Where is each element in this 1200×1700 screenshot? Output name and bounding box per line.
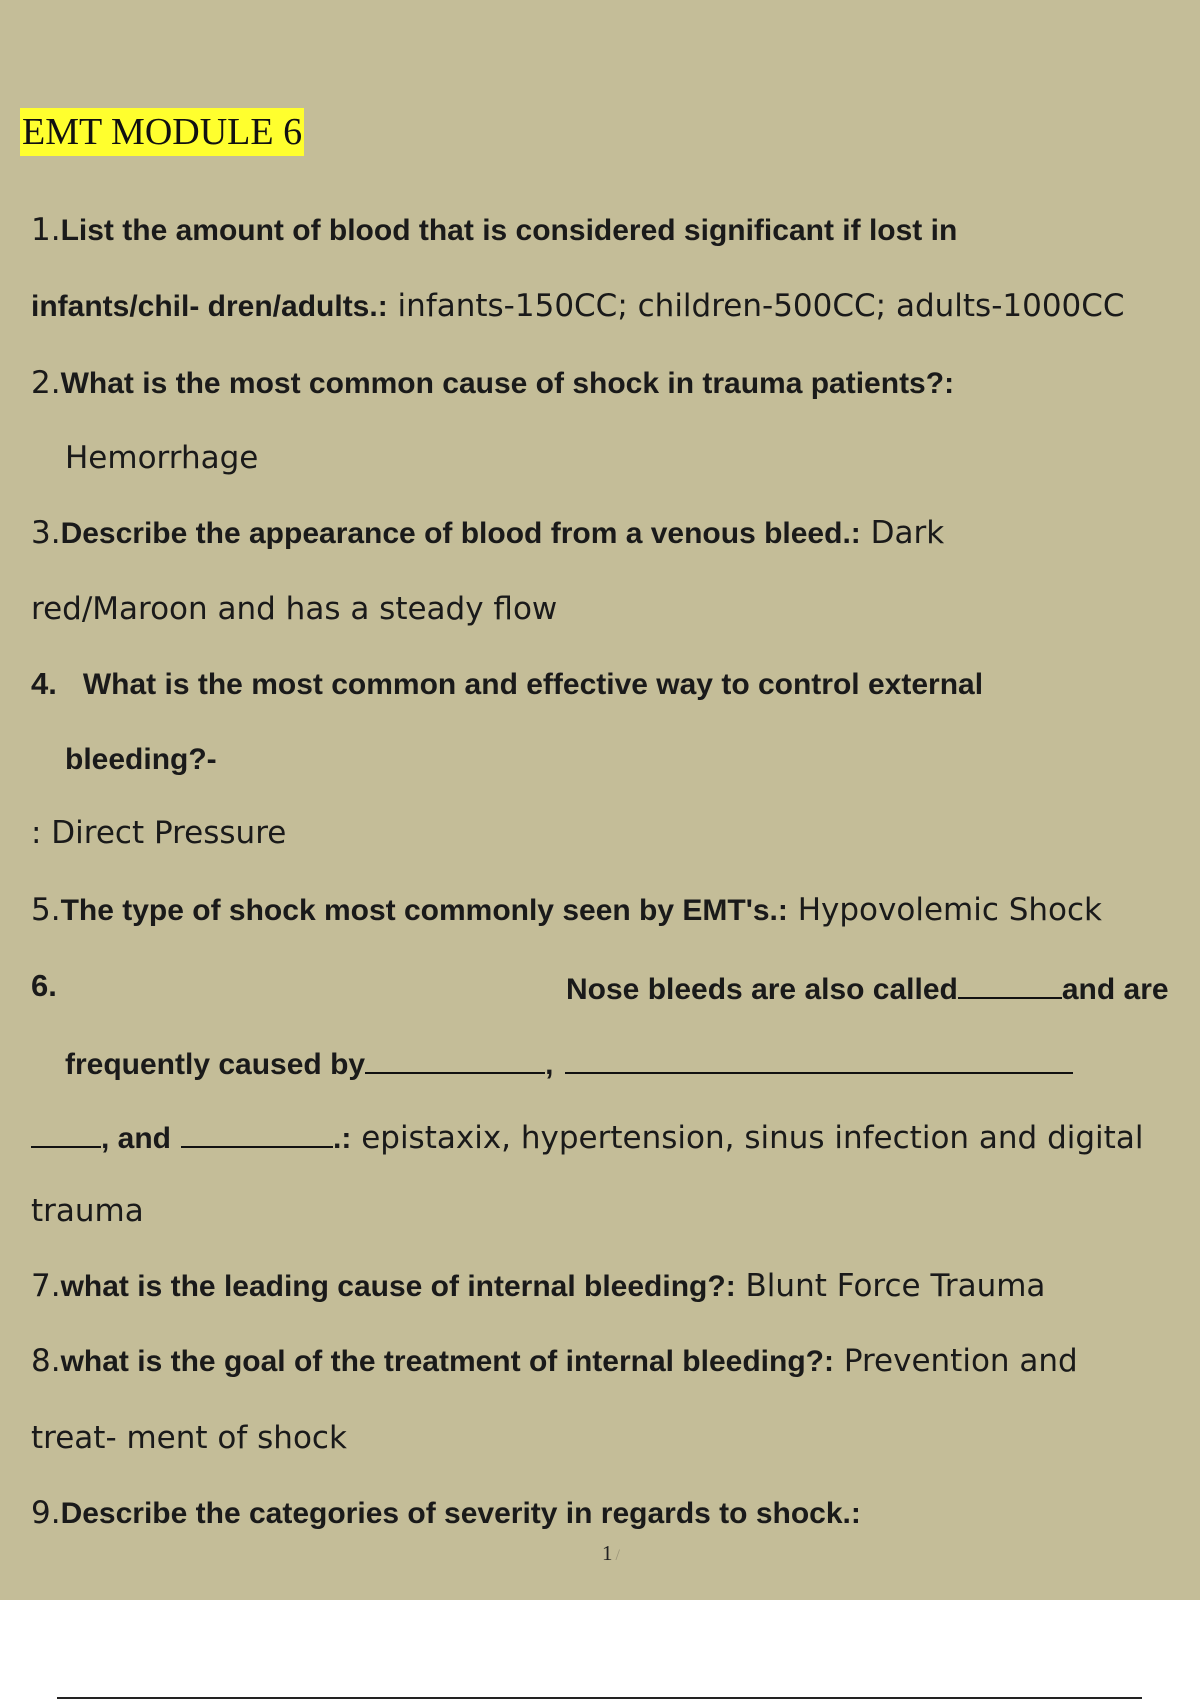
question-text: Nose bleeds are also called bbox=[566, 973, 958, 1006]
answer-text: Hemorrhage bbox=[65, 440, 259, 476]
item-3-line-2 bbox=[31, 589, 557, 629]
question-text: What is the most common and effective way to control external bbox=[82, 668, 984, 701]
next-page-rule bbox=[57, 1697, 1142, 1699]
question-text: .: bbox=[333, 1122, 352, 1155]
item-number: 1. bbox=[31, 212, 61, 248]
item-6-line-1 bbox=[31, 966, 57, 1006]
item-2-line-1 bbox=[31, 363, 954, 403]
item-8-line-1 bbox=[31, 1341, 1078, 1381]
item-4-line-3 bbox=[31, 813, 286, 853]
question-text: frequently caused by bbox=[65, 1048, 366, 1081]
question-text: what is the goal of the treatment of internal bleeding?: bbox=[60, 1345, 834, 1378]
item-9-line-1 bbox=[31, 1493, 861, 1533]
item-4-line-1 bbox=[31, 664, 983, 704]
item-6-line-2 bbox=[65, 1041, 1073, 1081]
answer-text: Dark bbox=[860, 515, 945, 551]
question-text: and are bbox=[1061, 973, 1169, 1006]
fill-blank bbox=[31, 1115, 101, 1148]
item-number: 9. bbox=[31, 1495, 61, 1531]
answer-text: trauma bbox=[31, 1193, 144, 1229]
item-7-line-1 bbox=[31, 1266, 1045, 1306]
item-number: 2. bbox=[31, 365, 61, 401]
answer-text: epistaxix, hypertension, sinus infection and digital bbox=[351, 1120, 1144, 1156]
page-number bbox=[602, 1541, 620, 1566]
document-title: EMT MODULE 6 bbox=[20, 108, 304, 156]
question-text: Describe the categories of severity in regards to shock.: bbox=[60, 1497, 861, 1530]
item-2-line-2 bbox=[65, 438, 258, 478]
item-8-line-2 bbox=[31, 1418, 347, 1458]
item-1-line-1 bbox=[31, 210, 957, 250]
item-4-line-2 bbox=[65, 739, 217, 779]
item-number: 3. bbox=[31, 515, 61, 551]
fill-blank bbox=[565, 1041, 1073, 1074]
question-text: The type of shock most commonly seen by EMT's.: bbox=[60, 894, 788, 927]
fill-blank bbox=[181, 1115, 333, 1148]
answer-text: Hypovolemic Shock bbox=[787, 892, 1103, 928]
page-number-value: 1 bbox=[602, 1541, 613, 1565]
question-text: what is the leading cause of internal bleeding?: bbox=[60, 1270, 736, 1303]
question-text: , bbox=[545, 1048, 554, 1081]
fill-blank bbox=[958, 966, 1062, 999]
question-text: List the amount of blood that is considered significant if lost in bbox=[60, 214, 958, 247]
item-number: 6. bbox=[31, 968, 57, 1003]
question-text: What is the most common cause of shock in trauma patients?: bbox=[60, 367, 955, 400]
answer-text: : Direct Pressure bbox=[31, 815, 287, 851]
question-text: Describe the appearance of blood from a venous bleed.: bbox=[60, 517, 861, 550]
item-5-line-1 bbox=[31, 890, 1102, 930]
page-number-suffix: / bbox=[615, 1547, 620, 1564]
item-number: 5. bbox=[31, 892, 61, 928]
question-text: , and bbox=[101, 1122, 172, 1155]
item-number: 4. bbox=[31, 666, 57, 701]
item-number: 8. bbox=[31, 1343, 61, 1379]
answer-text: Prevention and bbox=[833, 1343, 1078, 1379]
item-6-line-3 bbox=[31, 1115, 1143, 1155]
item-3-line-1 bbox=[31, 513, 944, 553]
item-6-line-1-question bbox=[566, 966, 1169, 1006]
fill-blank bbox=[365, 1041, 545, 1074]
question-text: bleeding?- bbox=[65, 743, 217, 776]
item-6-line-4 bbox=[31, 1191, 144, 1231]
answer-text: infants-150CC; children-500CC; adults-1000CC bbox=[387, 288, 1125, 324]
answer-text: Blunt Force Trauma bbox=[735, 1268, 1046, 1304]
answer-text: red/Maroon and has a steady flow bbox=[31, 591, 558, 627]
question-text: infants/chil- dren/adults.: bbox=[31, 290, 388, 323]
answer-text: treat- ment of shock bbox=[31, 1420, 347, 1456]
item-number: 7. bbox=[31, 1268, 61, 1304]
item-1-line-2 bbox=[31, 286, 1125, 326]
